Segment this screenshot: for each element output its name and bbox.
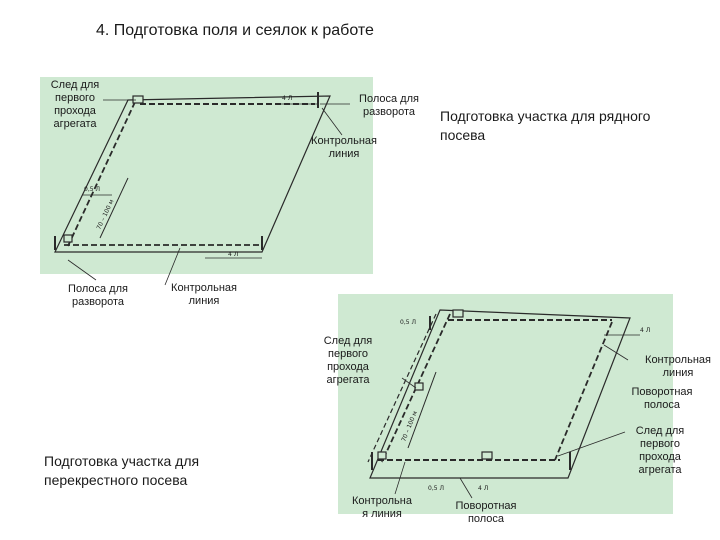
bottom-mark-diag: 70 – 100 м [400,410,419,443]
bottom-mark-05l-top: 0,5 Л [400,319,416,326]
top-mark-bottom: 4 Л [228,251,239,258]
top-label-turn-strip: Полоса для разворота [359,93,419,118]
top-mark-diag: 70 – 100 м [95,198,116,231]
top-mark-4l: 4 Л [282,95,293,102]
bottom-label-control-bottom: Контрольна я линия [352,495,412,520]
bottom-label-turn-right: Поворотная полоса [631,386,693,411]
bottom-mark-4l-top: 4 Л [640,327,651,334]
bottom-label-track-right: След для первого прохода агрегата [635,425,685,476]
top-label-track: След для первого прохода агрегата [50,79,100,130]
top-caption: Подготовка участка для рядного посева [440,108,651,143]
bottom-field-outline [370,310,630,478]
bottom-mark-05l-bottom: 0,5 Л [428,485,444,492]
bottom-caption: Подготовка участка для перекрестного посева [44,453,200,488]
bottom-mark-4l-bottom: 4 Л [478,485,489,492]
page-title: 4. Подготовка поля и сеялок к работе [96,22,374,39]
bottom-label-control-right: Контрольная линия [645,354,711,379]
bottom-label-track-left: След для первого прохода агрегата [323,335,373,386]
top-label-turn-strip-bottom: Полоса для разворота [68,283,128,308]
top-label-control-line-bottom: Контрольная линия [171,282,237,307]
bottom-label-turn-bottom: Поворотная полоса [455,500,517,525]
top-label-control-line: Контрольная линия [311,135,377,160]
top-mark-05l: 0,5 Л [84,186,100,193]
